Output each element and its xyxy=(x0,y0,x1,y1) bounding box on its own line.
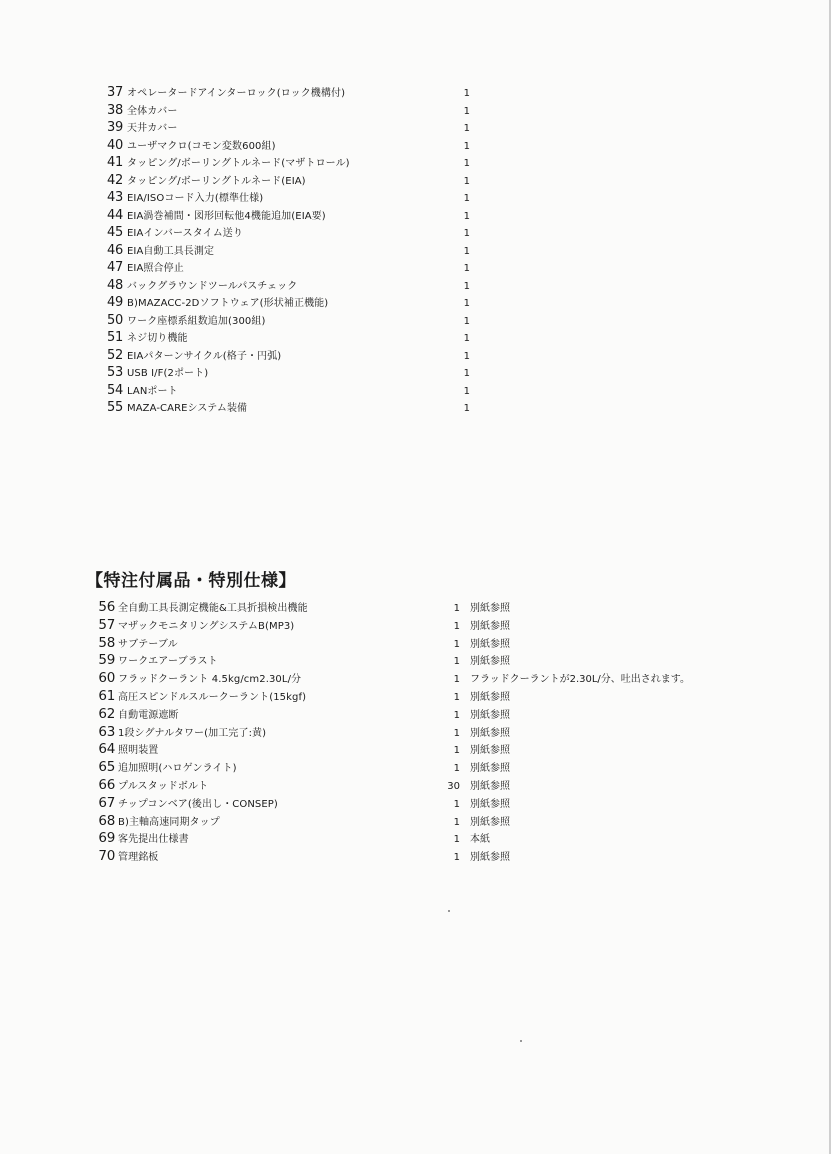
item-name: 1段シグナルタワー(加工完了:黄) xyxy=(118,727,267,739)
list-item xyxy=(0,294,760,312)
item-name: チップコンベア(後出し・CONSEP) xyxy=(118,798,278,810)
item-name: EIAインバースタイム送り xyxy=(127,228,244,239)
scan-speck xyxy=(448,910,450,912)
item-quantity: 1 xyxy=(463,298,470,309)
item-quantity: 1 xyxy=(453,691,460,703)
item-quantity: 1 xyxy=(463,368,470,379)
item-number: 42 xyxy=(107,172,123,188)
item-name: マザックモニタリングシステムB(MP3) xyxy=(118,620,295,632)
item-number: 69 xyxy=(98,830,115,847)
item-remark: 別紙参照 xyxy=(470,852,510,864)
item-quantity: 1 xyxy=(453,834,460,846)
item-quantity: 1 xyxy=(463,245,470,257)
item-number: 70 xyxy=(98,848,115,865)
list-item xyxy=(0,830,760,848)
item-quantity: 1 xyxy=(463,333,470,344)
list-item xyxy=(0,599,760,617)
item-number: 41 xyxy=(107,155,123,170)
item-name: 自動電源遮断 xyxy=(118,709,179,721)
item-name: EIAパターンサイクル(格子・円弧) xyxy=(127,350,282,362)
item-remark: 別紙参照 xyxy=(470,745,510,757)
item-quantity: 1 xyxy=(463,88,470,99)
item-number: 59 xyxy=(98,652,115,669)
list-item xyxy=(0,312,760,330)
item-name: 追加照明(ハロゲンライト) xyxy=(118,763,237,775)
list-item xyxy=(0,848,760,866)
list-item xyxy=(0,347,760,365)
item-quantity: 1 xyxy=(453,727,460,739)
list-item xyxy=(0,102,760,120)
item-remark: 別紙参照 xyxy=(470,798,510,810)
list-item xyxy=(0,741,760,759)
item-number: 44 xyxy=(107,207,123,223)
section-heading: 【特注付属品・特別仕様】 xyxy=(86,571,296,591)
item-quantity: 1 xyxy=(463,158,470,169)
item-number: 65 xyxy=(98,759,115,776)
item-number: 46 xyxy=(107,242,123,258)
item-quantity: 1 xyxy=(463,385,470,397)
list-item xyxy=(0,259,760,277)
item-number: 56 xyxy=(98,599,115,615)
item-quantity: 1 xyxy=(453,656,460,668)
item-number: 40 xyxy=(107,137,123,153)
item-name: B)MAZACC-2Dソフトウェア(形状補正機能) xyxy=(127,298,329,309)
item-name: EIA自動工具長測定 xyxy=(127,245,215,257)
item-remark: 別紙参照 xyxy=(470,709,510,721)
list-item xyxy=(0,277,760,295)
item-quantity: 1 xyxy=(463,228,470,239)
item-name: 全体カバー xyxy=(127,105,178,117)
item-number: 67 xyxy=(98,794,115,811)
item-remark: 別紙参照 xyxy=(470,656,510,668)
item-remark: 別紙参照 xyxy=(470,603,510,614)
item-number: 39 xyxy=(107,120,123,135)
item-number: 54 xyxy=(107,382,123,398)
list-item xyxy=(0,84,760,102)
list-item xyxy=(0,189,760,207)
list-item xyxy=(0,364,760,382)
item-quantity: 1 xyxy=(453,709,460,721)
list-item xyxy=(0,617,760,635)
item-number: 38 xyxy=(107,102,123,118)
item-number: 55 xyxy=(107,400,123,415)
item-remark: 別紙参照 xyxy=(470,620,510,632)
item-name: LANポート xyxy=(127,385,178,397)
item-quantity: 1 xyxy=(463,140,470,152)
item-number: 48 xyxy=(107,277,123,293)
item-quantity: 1 xyxy=(463,263,470,274)
item-remark: 別紙参照 xyxy=(470,691,510,703)
item-quantity: 1 xyxy=(453,603,460,614)
item-name: B)主軸高速同期タップ xyxy=(118,816,220,828)
list-item xyxy=(0,399,760,417)
list-item xyxy=(0,224,760,242)
item-quantity: 1 xyxy=(453,620,460,632)
item-number: 49 xyxy=(107,295,123,310)
item-number: 60 xyxy=(98,670,115,687)
item-name: ネジ切り機能 xyxy=(127,333,188,344)
item-quantity: 1 xyxy=(463,105,470,117)
item-number: 47 xyxy=(107,260,123,275)
item-number: 52 xyxy=(107,347,123,363)
item-name: 管理銘板 xyxy=(118,852,159,864)
list-item xyxy=(0,137,760,155)
list-item xyxy=(0,724,760,742)
item-remark: 別紙参照 xyxy=(470,727,510,739)
item-name: ユーザマクロ(コモン変数600組) xyxy=(127,140,276,152)
list-item xyxy=(0,242,760,260)
item-name: タッピング/ボーリングトルネード(マザトロール) xyxy=(127,158,350,169)
item-name: MAZA-CAREシステム装備 xyxy=(127,403,248,414)
item-quantity: 1 xyxy=(453,798,460,810)
item-number: 51 xyxy=(107,330,123,345)
item-quantity: 1 xyxy=(453,763,460,775)
item-name: サブテーブル xyxy=(118,638,178,650)
item-remark: 本紙 xyxy=(470,834,490,846)
item-quantity: 1 xyxy=(453,816,460,828)
item-name: 天井カバー xyxy=(127,123,178,134)
scan-speck xyxy=(520,1040,522,1042)
list-item xyxy=(0,172,760,190)
item-name: EIA渦巻補間・図形回転他4機能追加(EIA要) xyxy=(127,210,326,222)
item-name: ワーク座標系組数追加(300組) xyxy=(127,315,266,327)
list-item xyxy=(0,652,760,670)
list-item xyxy=(0,207,760,225)
item-number: 68 xyxy=(98,812,115,829)
item-quantity: 1 xyxy=(463,350,470,362)
item-name: バックグラウンドツールパスチェック xyxy=(127,280,298,292)
item-name: 全自動工具長測定機能&工具折損検出機能 xyxy=(118,603,308,614)
item-name: 客先提出仕様書 xyxy=(118,834,189,846)
item-number: 37 xyxy=(107,85,123,100)
item-name: EIA照合停止 xyxy=(127,263,184,274)
list-item xyxy=(0,795,760,813)
item-remark: 別紙参照 xyxy=(470,763,510,775)
special-item-list xyxy=(0,599,760,866)
item-quantity: 1 xyxy=(463,210,470,222)
item-quantity: 1 xyxy=(463,315,470,327)
item-quantity: 1 xyxy=(463,123,470,134)
item-name: プルスタッドボルト xyxy=(118,780,209,792)
item-quantity: 1 xyxy=(453,852,460,864)
item-number: 62 xyxy=(98,705,115,722)
item-remark: 別紙参照 xyxy=(470,780,510,792)
list-item xyxy=(0,154,760,172)
item-number: 57 xyxy=(98,616,115,633)
item-number: 45 xyxy=(107,225,123,240)
list-item xyxy=(0,329,760,347)
item-name: オペレータードアインターロック(ロック機構付) xyxy=(127,88,346,99)
list-item xyxy=(0,759,760,777)
item-quantity: 1 xyxy=(463,193,470,204)
item-quantity: 1 xyxy=(463,280,470,292)
list-item xyxy=(0,813,760,831)
item-name: 高圧スピンドルスルークーラント(15kgf) xyxy=(118,691,307,703)
list-item xyxy=(0,706,760,724)
item-number: 50 xyxy=(107,312,123,328)
standard-item-list xyxy=(0,84,760,417)
item-number: 66 xyxy=(98,776,115,793)
item-name: 照明装置 xyxy=(118,745,159,757)
item-number: 61 xyxy=(98,687,115,704)
item-quantity: 1 xyxy=(453,745,460,757)
item-number: 64 xyxy=(98,741,115,758)
item-quantity: 1 xyxy=(463,403,470,414)
item-number: 53 xyxy=(107,365,123,380)
item-quantity: 1 xyxy=(453,674,460,686)
item-quantity: 1 xyxy=(463,175,470,187)
item-number: 43 xyxy=(107,190,123,205)
item-name: EIA/ISOコード入力(標準仕様) xyxy=(127,193,264,204)
list-item xyxy=(0,670,760,688)
item-quantity: 1 xyxy=(453,638,460,650)
item-quantity: 30 xyxy=(447,780,460,792)
item-remark: フラッドクーラントが2.30L/分、吐出されます。 xyxy=(470,674,691,686)
item-name: タッピング/ボーリングトルネード(EIA) xyxy=(127,175,306,187)
item-name: USB I/F(2ポート) xyxy=(127,368,209,379)
list-item xyxy=(0,119,760,137)
list-item xyxy=(0,382,760,400)
item-number: 63 xyxy=(98,723,115,740)
item-remark: 別紙参照 xyxy=(470,816,510,828)
item-remark: 別紙参照 xyxy=(470,638,510,650)
item-number: 58 xyxy=(98,634,115,651)
item-name: ワークエアーブラスト xyxy=(118,656,218,668)
item-name: フラッドクーラント 4.5kg/cm2.30L/分 xyxy=(118,674,302,686)
list-item xyxy=(0,635,760,653)
list-item xyxy=(0,688,760,706)
list-item xyxy=(0,777,760,795)
